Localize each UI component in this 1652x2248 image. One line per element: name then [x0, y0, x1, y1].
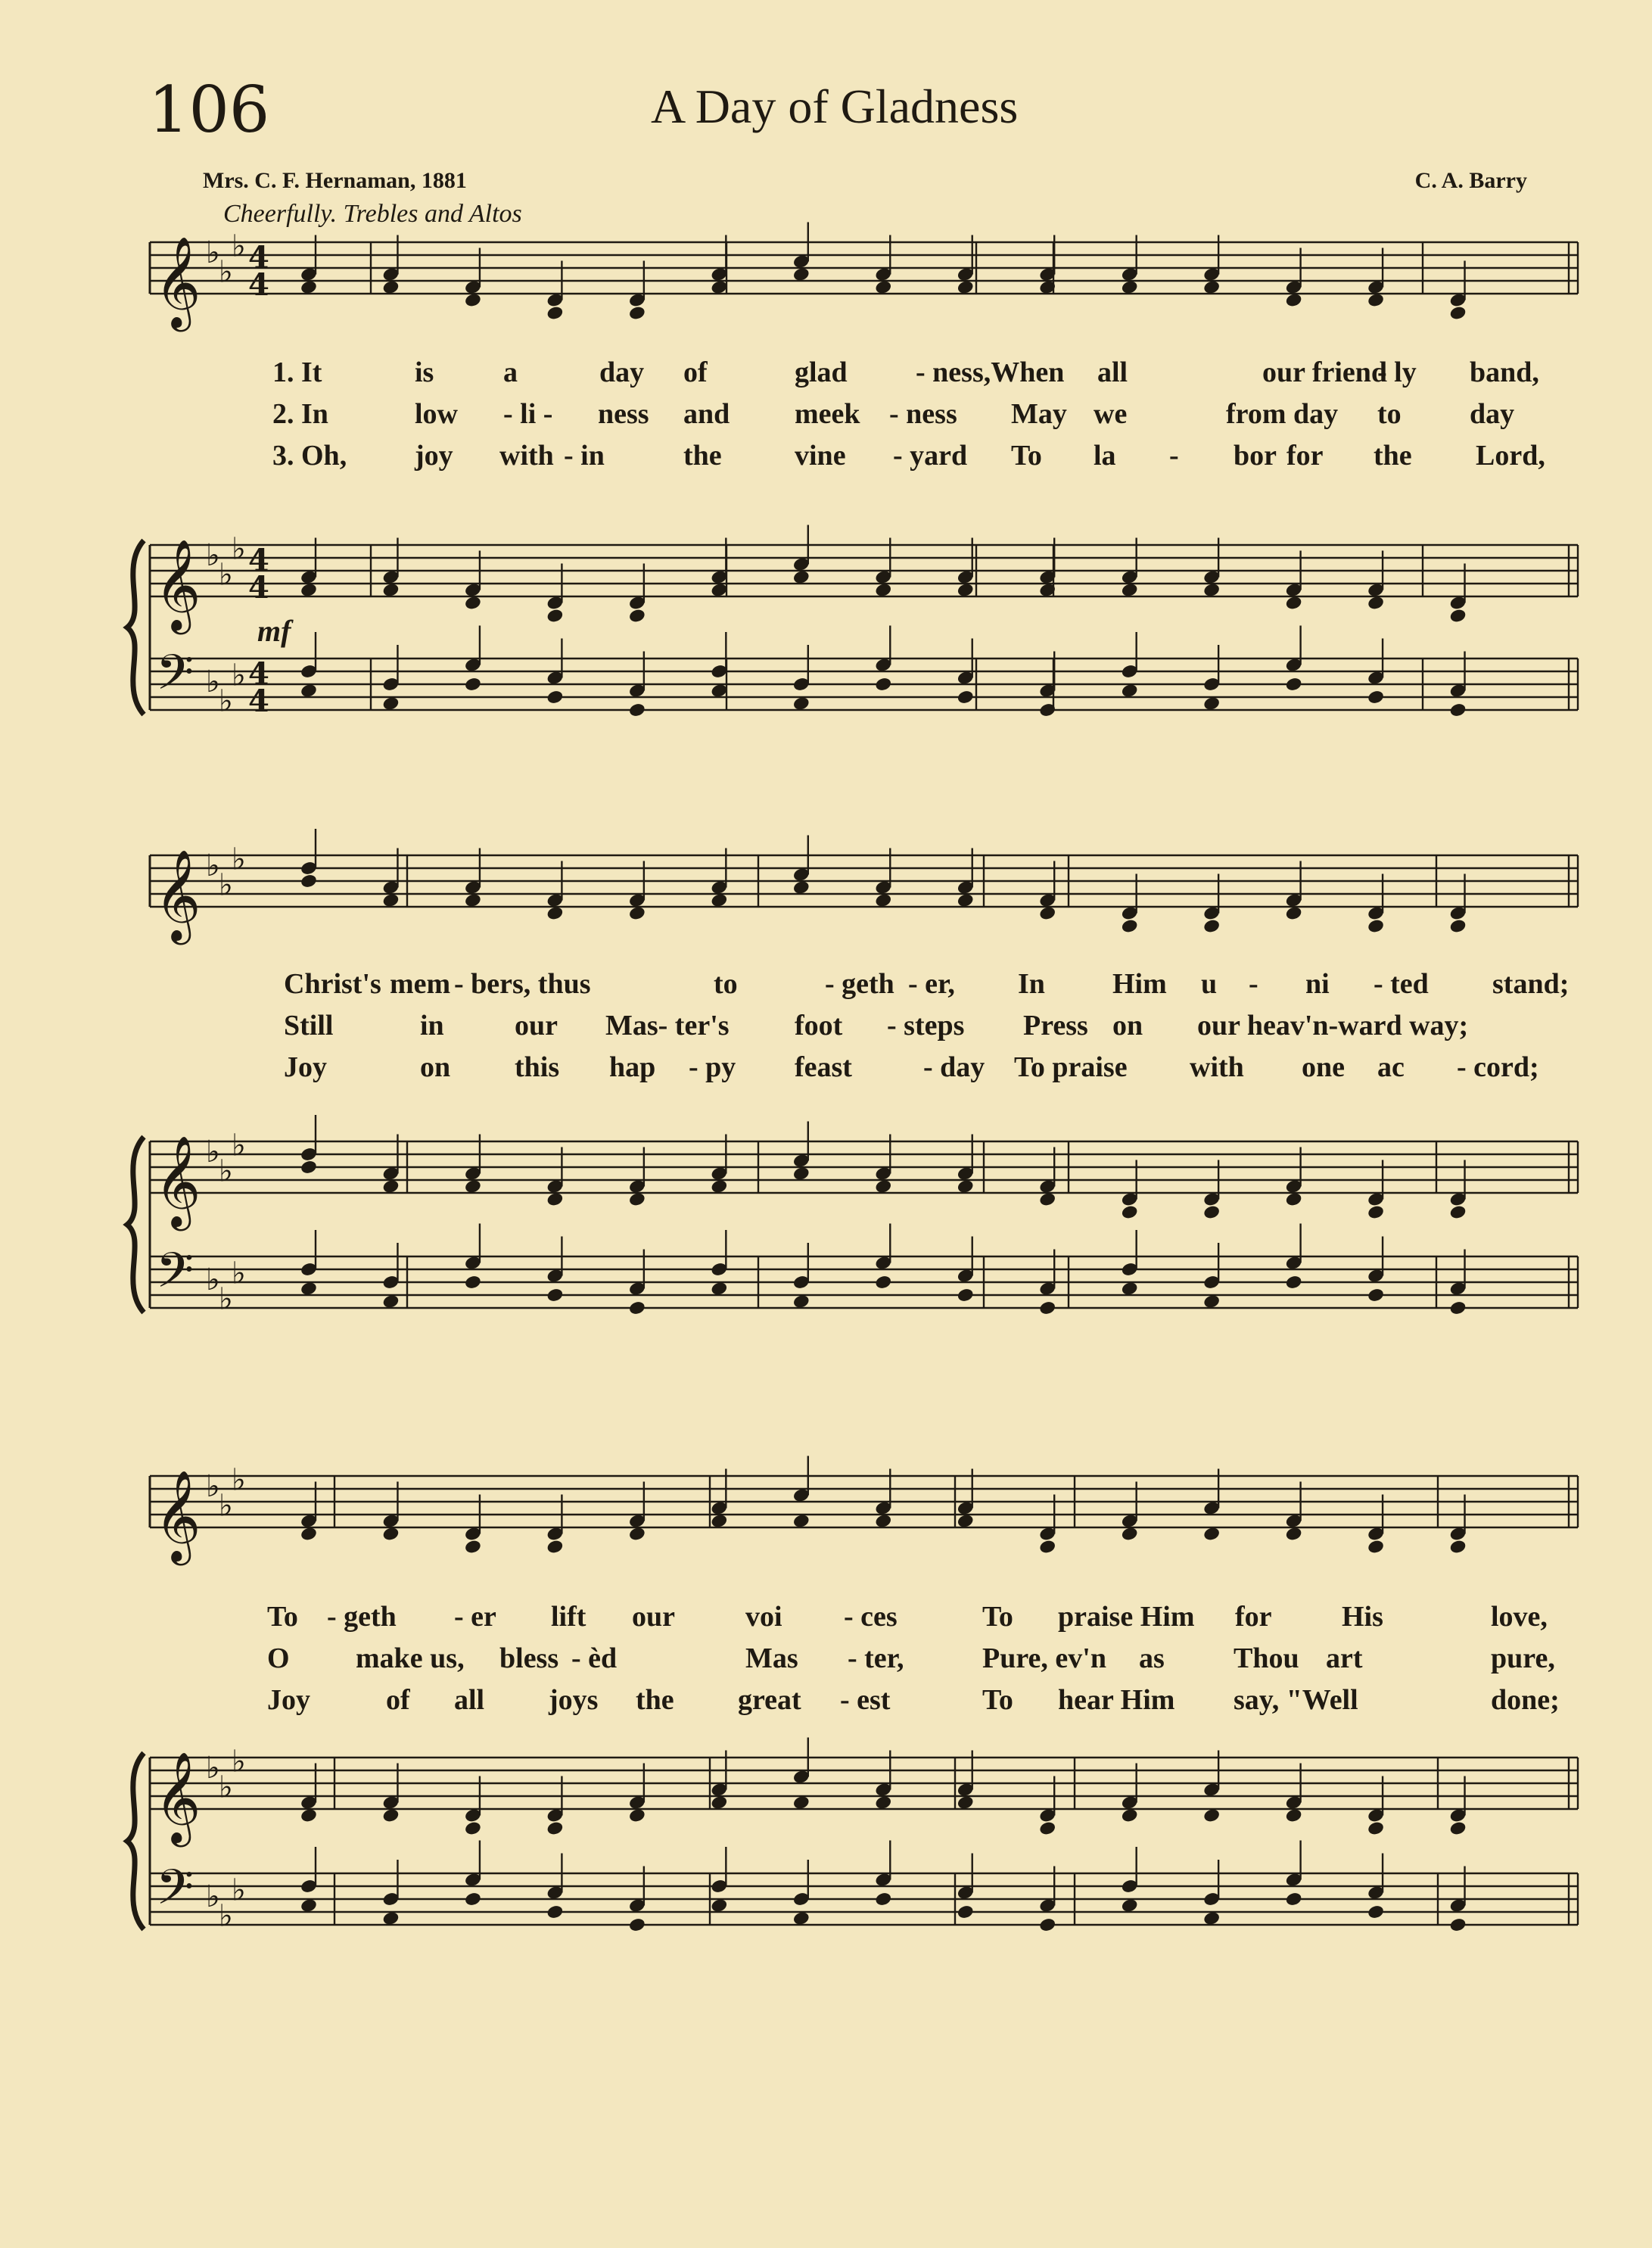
- lyric-syllable: great: [738, 1684, 801, 1716]
- notehead: [628, 305, 646, 321]
- lyric-syllable: from day: [1226, 398, 1339, 430]
- notehead: [874, 677, 892, 693]
- lyric-syllable: our friend: [1262, 357, 1388, 388]
- lyric-syllable: we: [1094, 398, 1128, 430]
- flat-sign: ♭: [232, 1873, 246, 1908]
- flat-sign: ♭: [206, 1263, 220, 1297]
- lyric-syllable: bor: [1234, 440, 1277, 472]
- lyric-syllable: art: [1326, 1642, 1363, 1674]
- notehead: [1121, 918, 1139, 934]
- composer-credit: C. A. Barry: [1414, 168, 1527, 193]
- lyric-syllable: on: [420, 1051, 451, 1083]
- notehead: [957, 690, 975, 705]
- lyric-syllable: on: [1112, 1010, 1143, 1041]
- treble-clef: 𝄞: [154, 1751, 201, 1843]
- notehead: [1121, 1204, 1139, 1220]
- lyric-syllable: - ted: [1374, 968, 1429, 1000]
- treble-clef: 𝄞: [154, 1135, 201, 1227]
- notehead: [546, 1904, 564, 1920]
- lyric-syllable: -: [1249, 968, 1258, 1000]
- lyric-syllable: - cord;: [1457, 1051, 1539, 1083]
- notehead: [1449, 1204, 1467, 1220]
- lyric-syllable: all: [454, 1684, 485, 1716]
- flat-sign: ♭: [206, 665, 220, 699]
- notehead: [957, 1287, 975, 1303]
- lyric-syllable: in: [420, 1010, 444, 1041]
- notehead: [628, 1300, 646, 1316]
- notehead: [957, 1904, 975, 1920]
- lyric-syllable: love,: [1491, 1601, 1548, 1633]
- lyric-syllable: the: [683, 440, 722, 472]
- lyric-syllable: To: [982, 1684, 1013, 1716]
- treble-clef: 𝄞: [154, 235, 201, 328]
- flat-sign: ♭: [219, 867, 233, 903]
- lyric-syllable: of: [683, 357, 708, 388]
- notehead: [464, 1891, 482, 1907]
- lyric-syllable: In: [1018, 968, 1045, 1000]
- lyric-syllable: O: [267, 1642, 290, 1674]
- lyric-syllable: Him: [1112, 968, 1167, 1000]
- lyric-syllable: - er: [454, 1601, 496, 1633]
- lyric-syllable: - geth: [825, 968, 894, 1000]
- flat-sign: ♭: [206, 1751, 220, 1786]
- lyric-syllable: feast: [795, 1051, 852, 1083]
- lyric-syllable: vine: [795, 440, 846, 472]
- lyric-syllable: - ces: [844, 1601, 898, 1633]
- flat-sign: ♭: [232, 1256, 246, 1291]
- piano-brace: [127, 540, 144, 715]
- notehead: [628, 1917, 646, 1933]
- notehead: [1038, 1300, 1056, 1316]
- lyric-syllable: our: [515, 1010, 558, 1041]
- notehead: [1449, 918, 1467, 934]
- lyric-syllable: lift: [551, 1601, 586, 1633]
- lyric-syllable: - ly: [1377, 357, 1417, 388]
- lyric-syllable: ni: [1305, 968, 1330, 1000]
- notehead: [628, 702, 646, 718]
- lyric-syllable: for: [1286, 440, 1324, 472]
- lyric-syllable: - day: [923, 1051, 985, 1083]
- lyric-syllable: Pure, ev'n: [982, 1642, 1106, 1674]
- notehead: [1367, 1204, 1385, 1220]
- lyric-syllable: done;: [1491, 1684, 1560, 1716]
- lyric-syllable: of: [386, 1684, 410, 1716]
- flat-sign: ♭: [206, 538, 220, 573]
- notehead: [1367, 1904, 1385, 1920]
- lyric-syllable: to: [714, 968, 738, 1000]
- lyric-syllable: voi: [745, 1601, 782, 1633]
- flat-sign: ♭: [219, 557, 233, 593]
- notehead: [1367, 1287, 1385, 1303]
- lyric-syllable: make us,: [356, 1642, 465, 1674]
- bass-clef: 𝄢: [156, 1860, 194, 1928]
- notehead: [546, 1539, 564, 1555]
- notehead: [1285, 677, 1303, 693]
- flat-sign: ♭: [206, 235, 220, 270]
- notehead: [1449, 1539, 1467, 1555]
- lyric-syllable: Press: [1023, 1010, 1088, 1041]
- lyric-syllable: - yard: [893, 440, 968, 472]
- lyric-syllable: - bers, thus: [454, 968, 591, 1000]
- notehead: [1038, 1820, 1056, 1836]
- lyric-syllable: foot: [795, 1010, 843, 1041]
- author-credit: Mrs. C. F. Hernaman, 1881: [203, 168, 467, 193]
- flat-sign: ♭: [232, 531, 246, 567]
- notehead: [874, 1275, 892, 1291]
- flat-sign: ♭: [219, 683, 233, 719]
- notehead: [546, 608, 564, 624]
- treble-clef: 𝄞: [154, 1469, 201, 1561]
- lyric-syllable: - ness: [889, 398, 957, 430]
- time-signature-bottom: 4: [248, 683, 269, 719]
- lyric-syllable: 3. Oh,: [272, 440, 347, 472]
- lyric-syllable: - geth: [327, 1601, 397, 1633]
- notehead: [874, 1891, 892, 1907]
- notehead: [1449, 1300, 1467, 1316]
- flat-sign: ♭: [206, 848, 220, 883]
- notehead: [1038, 1539, 1056, 1555]
- lyric-syllable: bless: [499, 1642, 559, 1674]
- notehead: [464, 677, 482, 693]
- lyric-syllable: - èd: [571, 1642, 618, 1674]
- tempo-marking: Cheerfully. Trebles and Altos: [223, 200, 522, 228]
- notehead: [546, 1287, 564, 1303]
- flat-sign: ♭: [232, 229, 246, 264]
- lyric-syllable: stand;: [1492, 968, 1570, 1000]
- notehead: [1038, 1917, 1056, 1933]
- lyric-syllable: the: [1374, 440, 1412, 472]
- dynamic-marking: mf: [257, 614, 291, 648]
- lyric-syllable: and: [683, 398, 730, 430]
- lyric-syllable: - in: [564, 440, 605, 472]
- notehead: [1367, 1820, 1385, 1836]
- notehead: [1285, 1275, 1303, 1291]
- lyric-syllable: ness: [598, 398, 649, 430]
- notehead: [464, 1820, 482, 1836]
- flat-sign: ♭: [206, 1135, 220, 1169]
- lyric-syllable: May: [1011, 398, 1067, 430]
- lyric-syllable: all: [1097, 357, 1128, 388]
- flat-sign: ♭: [219, 1281, 233, 1317]
- flat-sign: ♭: [219, 1898, 233, 1934]
- flat-sign: ♭: [232, 1128, 246, 1163]
- time-signature-top: 4: [248, 656, 269, 692]
- flat-sign: ♭: [232, 1744, 246, 1779]
- notehead: [1202, 1204, 1221, 1220]
- flat-sign: ♭: [206, 1469, 220, 1504]
- treble-clef: 𝄞: [154, 848, 201, 941]
- lyric-syllable: To: [982, 1601, 1013, 1633]
- flat-sign: ♭: [219, 1770, 233, 1805]
- notehead: [464, 1275, 482, 1291]
- treble-clef: 𝄞: [154, 538, 201, 630]
- lyric-syllable: day: [599, 357, 645, 388]
- lyric-syllable: our: [632, 1601, 675, 1633]
- lyric-syllable: - ness,When: [916, 357, 1065, 388]
- lyric-syllable: Joy: [284, 1051, 327, 1083]
- lyric-syllable: - li -: [503, 398, 553, 430]
- lyric-syllable: say, "Well: [1234, 1684, 1358, 1716]
- bass-clef: 𝄢: [156, 645, 194, 713]
- lyric-syllable: 1. It: [272, 357, 322, 388]
- lyric-syllable: - est: [840, 1684, 891, 1716]
- flat-sign: ♭: [232, 842, 246, 877]
- lyric-syllable: - er,: [908, 968, 955, 1000]
- bass-clef: 𝄢: [156, 1243, 194, 1311]
- notehead: [1449, 702, 1467, 718]
- lyric-syllable: meek: [795, 398, 860, 430]
- flat-sign: ♭: [232, 658, 246, 693]
- hymn-title: A Day of Gladness: [651, 79, 1019, 133]
- lyric-syllable: this: [515, 1051, 560, 1083]
- lyric-syllable: Joy: [267, 1684, 310, 1716]
- lyric-syllable: - ter,: [848, 1642, 904, 1674]
- lyric-syllable: - steps: [887, 1010, 965, 1041]
- lyric-syllable: Mas: [745, 1642, 798, 1674]
- lyric-syllable: for: [1235, 1601, 1272, 1633]
- flat-sign: ♭: [219, 1488, 233, 1524]
- notehead: [546, 1820, 564, 1836]
- lyric-syllable: to: [1377, 398, 1402, 430]
- flat-sign: ♭: [232, 1462, 246, 1498]
- notehead: [464, 1539, 482, 1555]
- notehead: [1449, 1917, 1467, 1933]
- lyric-syllable: Still: [284, 1010, 334, 1041]
- lyric-syllable: our heav'n-ward way;: [1197, 1010, 1469, 1041]
- notehead: [546, 690, 564, 705]
- lyric-syllable: joy: [415, 440, 453, 472]
- lyric-syllable: - py: [689, 1051, 736, 1083]
- lyric-syllable: To: [267, 1601, 298, 1633]
- lyric-syllable: is: [415, 357, 434, 388]
- lyric-syllable: mem: [390, 968, 451, 1000]
- notehead: [1367, 918, 1385, 934]
- notehead: [628, 608, 646, 624]
- time-signature-bottom: 4: [248, 570, 269, 606]
- time-signature-top: 4: [248, 240, 269, 276]
- hymn-number: 106: [148, 73, 270, 147]
- flat-sign: ♭: [219, 1154, 233, 1189]
- notehead: [1285, 1891, 1303, 1907]
- lyric-syllable: pure,: [1491, 1642, 1555, 1674]
- notehead: [1202, 918, 1221, 934]
- flat-sign: ♭: [206, 1879, 220, 1914]
- lyric-syllable: la: [1094, 440, 1116, 472]
- notehead: [300, 1160, 318, 1175]
- piano-brace: [127, 1137, 144, 1312]
- lyric-syllable: with: [1190, 1051, 1244, 1083]
- lyric-syllable: -: [1169, 440, 1179, 472]
- lyric-syllable: u: [1201, 968, 1218, 1000]
- lyric-syllable: one: [1302, 1051, 1345, 1083]
- lyric-syllable: His: [1342, 1601, 1383, 1633]
- time-signature-top: 4: [248, 543, 269, 578]
- notehead: [1367, 1539, 1385, 1555]
- lyric-syllable: Christ's: [284, 968, 381, 1000]
- notehead: [1449, 1820, 1467, 1836]
- lyric-syllable: day: [1470, 398, 1515, 430]
- lyric-syllable: low: [415, 398, 458, 430]
- time-signature-bottom: 4: [248, 267, 269, 303]
- lyric-syllable: with: [499, 440, 554, 472]
- lyric-syllable: as: [1139, 1642, 1165, 1674]
- lyric-syllable: praise Him: [1058, 1601, 1195, 1633]
- lyric-syllable: a: [503, 357, 518, 388]
- lyric-syllable: hap: [609, 1051, 656, 1083]
- lyric-syllable: ac: [1377, 1051, 1405, 1083]
- notehead: [1449, 608, 1467, 624]
- lyric-syllable: Mas- ter's: [605, 1010, 730, 1041]
- lyric-syllable: Lord,: [1476, 440, 1545, 472]
- lyric-syllable: hear Him: [1058, 1684, 1175, 1716]
- lyric-syllable: Thou: [1234, 1642, 1299, 1674]
- notehead: [546, 305, 564, 321]
- lyric-syllable: To praise: [1014, 1051, 1128, 1083]
- lyric-syllable: the: [636, 1684, 674, 1716]
- lyric-syllable: joys: [549, 1684, 599, 1716]
- notehead: [300, 873, 318, 889]
- lyric-syllable: To: [1011, 440, 1042, 472]
- lyric-syllable: glad: [795, 357, 848, 388]
- notehead: [1449, 305, 1467, 321]
- lyric-syllable: band,: [1470, 357, 1539, 388]
- lyric-syllable: 2. In: [272, 398, 328, 430]
- piano-brace: [127, 1753, 144, 1929]
- notehead: [1367, 690, 1385, 705]
- flat-sign: ♭: [219, 254, 233, 290]
